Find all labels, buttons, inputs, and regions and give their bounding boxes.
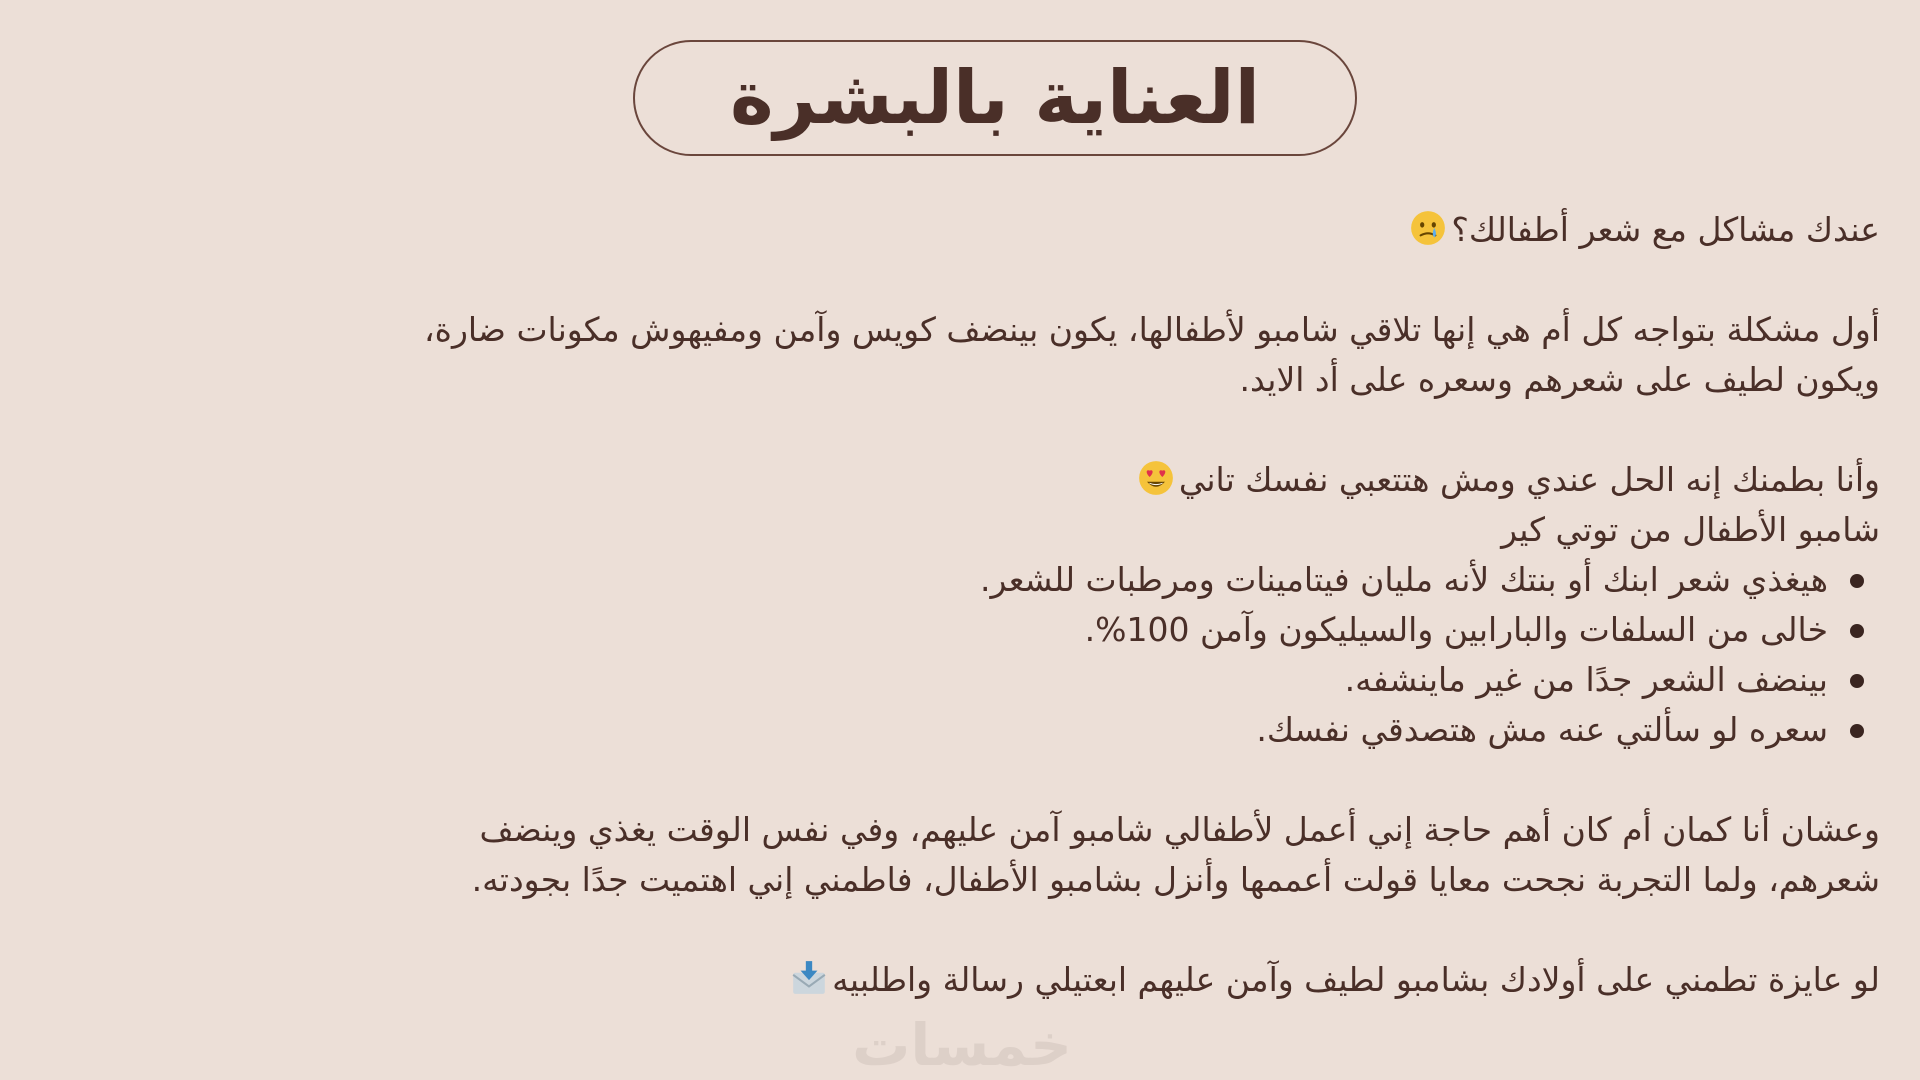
features-list (360, 555, 1880, 755)
spacer (360, 755, 1880, 805)
spacer (360, 905, 1880, 955)
paragraph-solution (360, 455, 1880, 505)
list-item: خالى من السلفات والبارابين والسيليكون وآمن 100%. (360, 605, 1828, 655)
product-name-line: شامبو الأطفال من توتي كير (1501, 510, 1880, 549)
heart-eyes-face-icon (1137, 459, 1175, 497)
paragraph-problem: أول مشكلة بتواجه كل أم هي إنها تلاقي شامبو لأطفالها، يكون بينضف كويس وآمن ومفيهوش مكونات ضارة، ويكون لطيف على شعرهم وسعره على أد الايد. (424, 310, 1880, 399)
spacer (360, 405, 1880, 455)
crying-face-icon (1409, 209, 1447, 247)
watermark-logo: خمسات (852, 1011, 1072, 1079)
list-item: سعره لو سألتي عنه مش هتصدقي نفسك. (360, 705, 1828, 755)
post-body (360, 205, 1880, 1005)
envelope-download-icon (790, 959, 828, 997)
page-title: العناية بالبشرة (730, 55, 1260, 141)
question-text: عندك مشاكل مع شعر أطفالك؟ (1451, 210, 1880, 249)
solution-text: وأنا بطمنك إنه الحل عندي ومش هتتعبي نفسك تاني (1178, 460, 1880, 499)
title-pill (633, 40, 1357, 156)
cta-text: لو عايزة تطمني على أولادك بشامبو لطيف وآمن عليهم ابعتيلي رسالة واطلبيه (832, 960, 1880, 999)
list-item: هيغذي شعر ابنك أو بنتك لأنه مليان فيتامينات ومرطبات للشعر. (360, 555, 1828, 605)
paragraph-story: وعشان أنا كمان أم كان أهم حاجة إني أعمل لأطفالي شامبو آمن عليهم، وفي نفس الوقت يغذي وينضف شعرهم، ولما التجربة نجحت معايا قولت أعممها وأنزل بشامبو الأطفال، فاطمني إني اهتميت جدًا بجودته. (471, 810, 1880, 899)
call-to-action (360, 955, 1880, 1005)
spacer (360, 255, 1880, 305)
list-item: بينضف الشعر جدًا من غير ماينشفه. (360, 655, 1828, 705)
question-line (360, 205, 1880, 255)
